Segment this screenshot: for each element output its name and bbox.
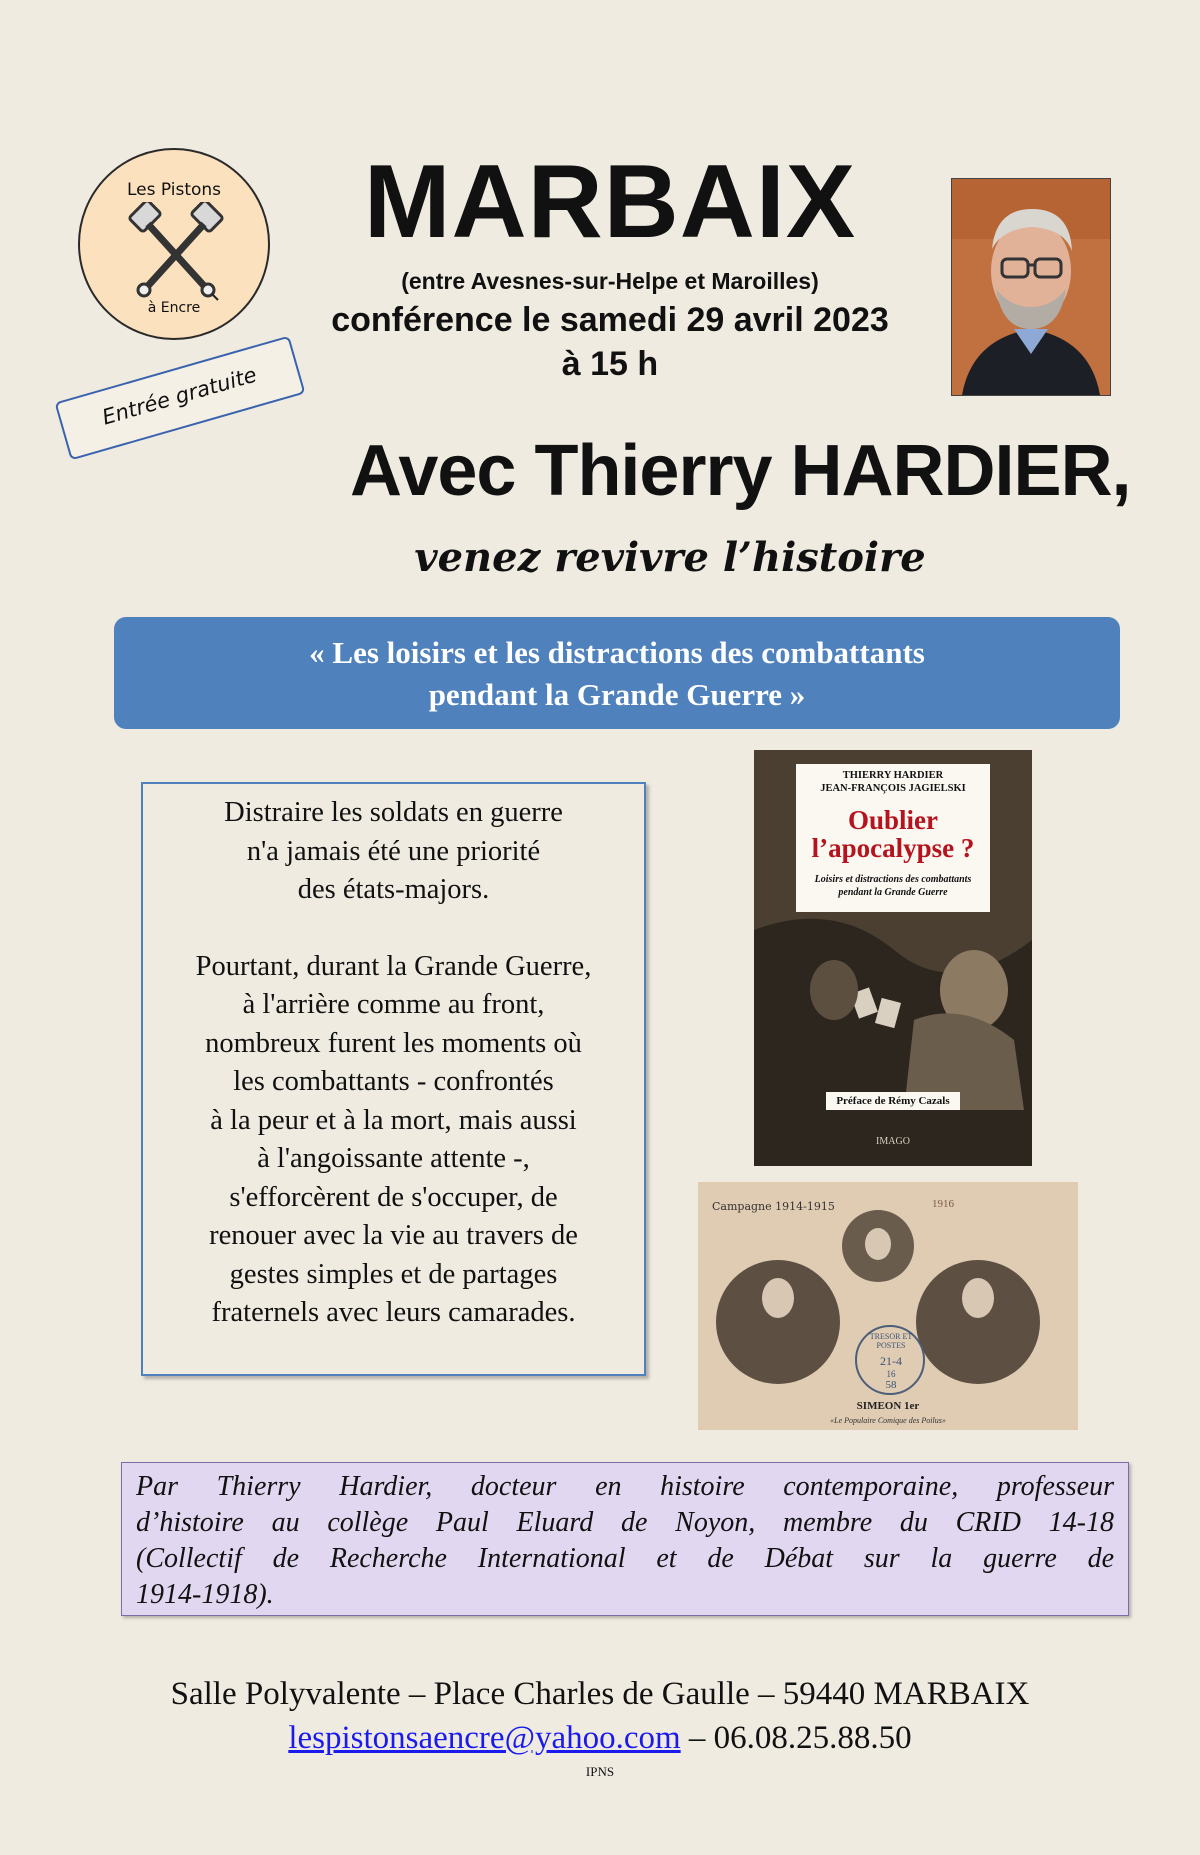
intro-line: Pourtant, durant la Grande Guerre,: [195, 950, 592, 982]
venue-address: Salle Polyvalente – Place Charles de Gaulle – 59440 MARBAIX: [170, 1676, 1030, 1712]
town-title: MARBAIX: [363, 144, 857, 260]
speaker-portrait: [951, 178, 1111, 396]
ipns-mark: IPNS: [585, 1764, 615, 1779]
book-title-1: Oublier: [847, 805, 938, 835]
intro-paragraph: [143, 794, 644, 1333]
postmark-year: 16: [886, 1369, 896, 1379]
intro-line: à l'arrière comme au front,: [242, 989, 545, 1020]
banner-line-2: pendant la Grande Guerre »: [428, 677, 806, 712]
contact-line: [0, 1720, 1200, 1757]
intro-line: renouer avec la vie au travers de: [209, 1220, 578, 1251]
logo-bottom-text: à Encre: [147, 300, 201, 316]
intro-line: n'a jamais été une priorité: [246, 835, 541, 867]
author-bio-line: d’histoire au collège Paul Eluard de Noyon, membre du CRID 14-18: [136, 1507, 1114, 1538]
intro-line: Distraire les soldats en guerre: [224, 797, 563, 828]
postcard-campaign: Campagne 1914-1915: [712, 1200, 835, 1213]
author-bio-line: (Collectif de Recherche International et de Débat sur la guerre de: [136, 1543, 1114, 1574]
free-entry-text: Entrée gratuite: [99, 362, 260, 430]
book-author-2: JEAN-FRANÇOIS JAGIELSKI: [820, 783, 966, 794]
book-subtitle-2: pendant la Grande Guerre: [838, 887, 948, 898]
book-subtitle-1: Loisirs et distractions des combattants: [814, 874, 972, 885]
postcard-year-mark: 1916: [932, 1198, 954, 1210]
intro-line: à la peur et à la mort, mais aussi: [210, 1104, 577, 1136]
intro-line: gestes simples et de partages: [229, 1258, 558, 1290]
book-publisher: IMAGO: [876, 1136, 910, 1147]
logo: [78, 148, 270, 340]
crossed-pistons-icon: [126, 202, 226, 302]
conference-date: conférence le samedi 29 avril 2023: [331, 301, 889, 339]
author-bio-box: [121, 1462, 1129, 1616]
book-author-1: THIERRY HARDIER: [842, 770, 944, 781]
book-preface: Préface de Rémy Cazals: [826, 1092, 960, 1110]
postmark-top-text: TRESOR ET POSTES: [869, 1332, 913, 1350]
postcard-name: SIMEON 1er: [856, 1400, 920, 1412]
postcard-caption: «Le Populaire Comique des Poilus»: [830, 1416, 946, 1425]
intro-line: fraternels avec leurs camarades.: [211, 1297, 576, 1328]
location-subtitle: (entre Avesnes-sur-Helpe et Maroilles): [401, 268, 819, 294]
postmark-date: 21-4: [880, 1354, 902, 1368]
author-bio-line: Par Thierry Hardier, docteur en histoire contemporaine, professeur: [136, 1471, 1114, 1502]
intro-line: s'efforcèrent de s'occuper, de: [229, 1181, 558, 1213]
logo-top-text: Les Pistons: [126, 180, 222, 200]
intro-text-box: [141, 782, 646, 1376]
intro-line: des états-majors.: [297, 874, 490, 905]
book-title-2: l’apocalypse ?: [811, 833, 975, 863]
author-bio-text: [136, 1469, 1114, 1613]
email-link[interactable]: lespistonsaencre@yahoo.com: [288, 1720, 681, 1756]
conference-title-banner: [114, 617, 1120, 729]
banner-line-1: « Les loisirs et les distractions des combattants: [309, 635, 925, 670]
intro-line: nombreux furent les moments où: [205, 1027, 582, 1059]
postmark-stamp: [856, 1332, 926, 1391]
intro-line: les combattants - confrontés: [233, 1066, 554, 1097]
book-cover-image: [754, 750, 1032, 1166]
speaker-line: Avec Thierry HARDIER,: [350, 431, 1131, 511]
intro-spacer: [143, 910, 644, 948]
author-bio-line: 1914-1918).: [136, 1579, 274, 1610]
intro-line: à l'angoissante attente -,: [257, 1143, 530, 1174]
book-title-label: [796, 764, 990, 912]
postmark-number: 58: [885, 1379, 897, 1391]
conference-time: à 15 h: [561, 345, 659, 383]
contact-separator: –: [680, 1720, 714, 1756]
vintage-postcard-image: [698, 1182, 1078, 1430]
phone-number: 06.08.25.88.50: [713, 1720, 912, 1756]
tagline: venez revivre l’histoire: [414, 534, 926, 581]
free-entry-badge: [54, 336, 305, 461]
